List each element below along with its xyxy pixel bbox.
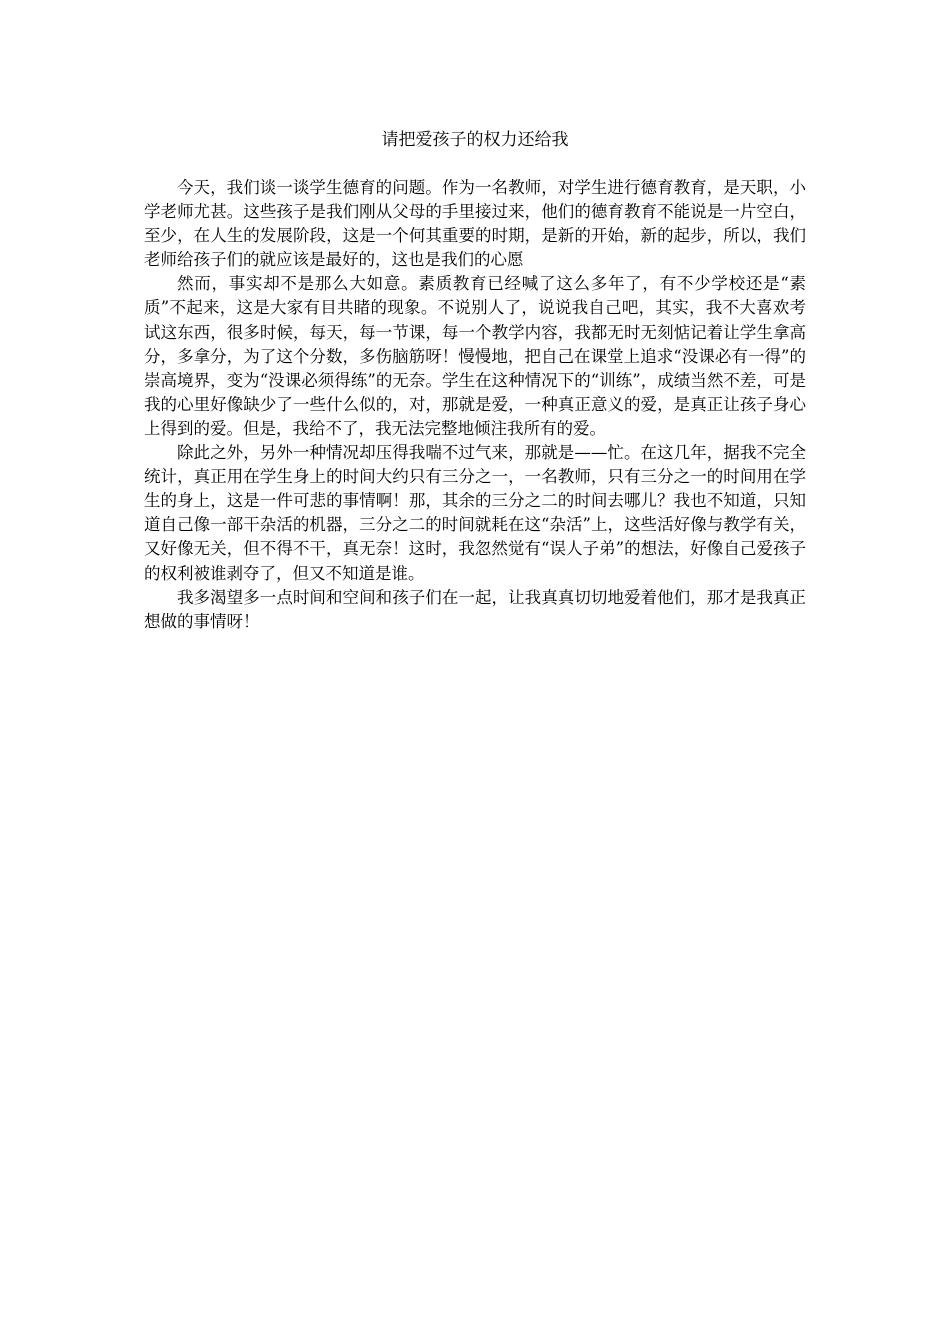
paragraph-3: 除此之外，另外一种情况却压得我喘不过气来，那就是——忙。在这几年，据我不完全统计，真正用在学生身上的时间大约只有三分之一，一名教师，只有三分之一的时间用在学生的身上，这是一件可悲的事情啊！那，其余的三分之二的时间去哪儿？我也不知道，只知道自己像一部干杂活的机器，三分之二的时间就耗在这“杂活”上，这些活好像与教学有关，又好像无关，但不得不干，真无奈！这时，我忽然觉有“误人子弟”的想法，好像自己爱孩子的权利被谁剥夺了，但又不知道是谁。 (144, 443, 806, 583)
document-body (144, 176, 806, 634)
document-title: 请把爱孩子的权力还给我 (381, 130, 569, 150)
paragraph-4: 我多渴望多一点时间和空间和孩子们在一起，让我真真切切地爱着他们，那才是我真正想做的事情呀！ (144, 587, 806, 631)
paragraph-2: 然而，事实却不是那么大如意。素质教育已经喊了这么多年了，有不少学校还是“素质”不起来，这是大家有目共睹的现象。不说别人了，说说我自己吧，其实，我不大喜欢考试这东西，很多时候，每天，每一节课，每一个教学内容，我都无时无刻惦记着让学生拿高分，多拿分，为了这个分数，多伤脑筋呀！慢慢地，把自己在课堂上追求“没课必有一得”的崇高境界，变为“没课必须得练”的无奈。学生在这种情况下的“训练”，成绩当然不差，可是我的心里好像缺少了一些什么似的，对，那就是爱，一种真正意义的爱，是真正让孩子身心上得到的爱。但是，我给不了，我无法完整地倾注我所有的爱。 (144, 274, 806, 438)
paragraph-1: 今天，我们谈一谈学生德育的问题。作为一名教师，对学生进行德育教育，是天职，小学老师尤甚。这些孩子是我们刚从父母的手里接过来，他们的德育教育不能说是一片空白，至少，在人生的发展阶段，这是一个何其重要的时期，是新的开始，新的起步，所以，我们老师给孩子们的就应该是最好的，这也是我们的心愿 (144, 178, 806, 270)
